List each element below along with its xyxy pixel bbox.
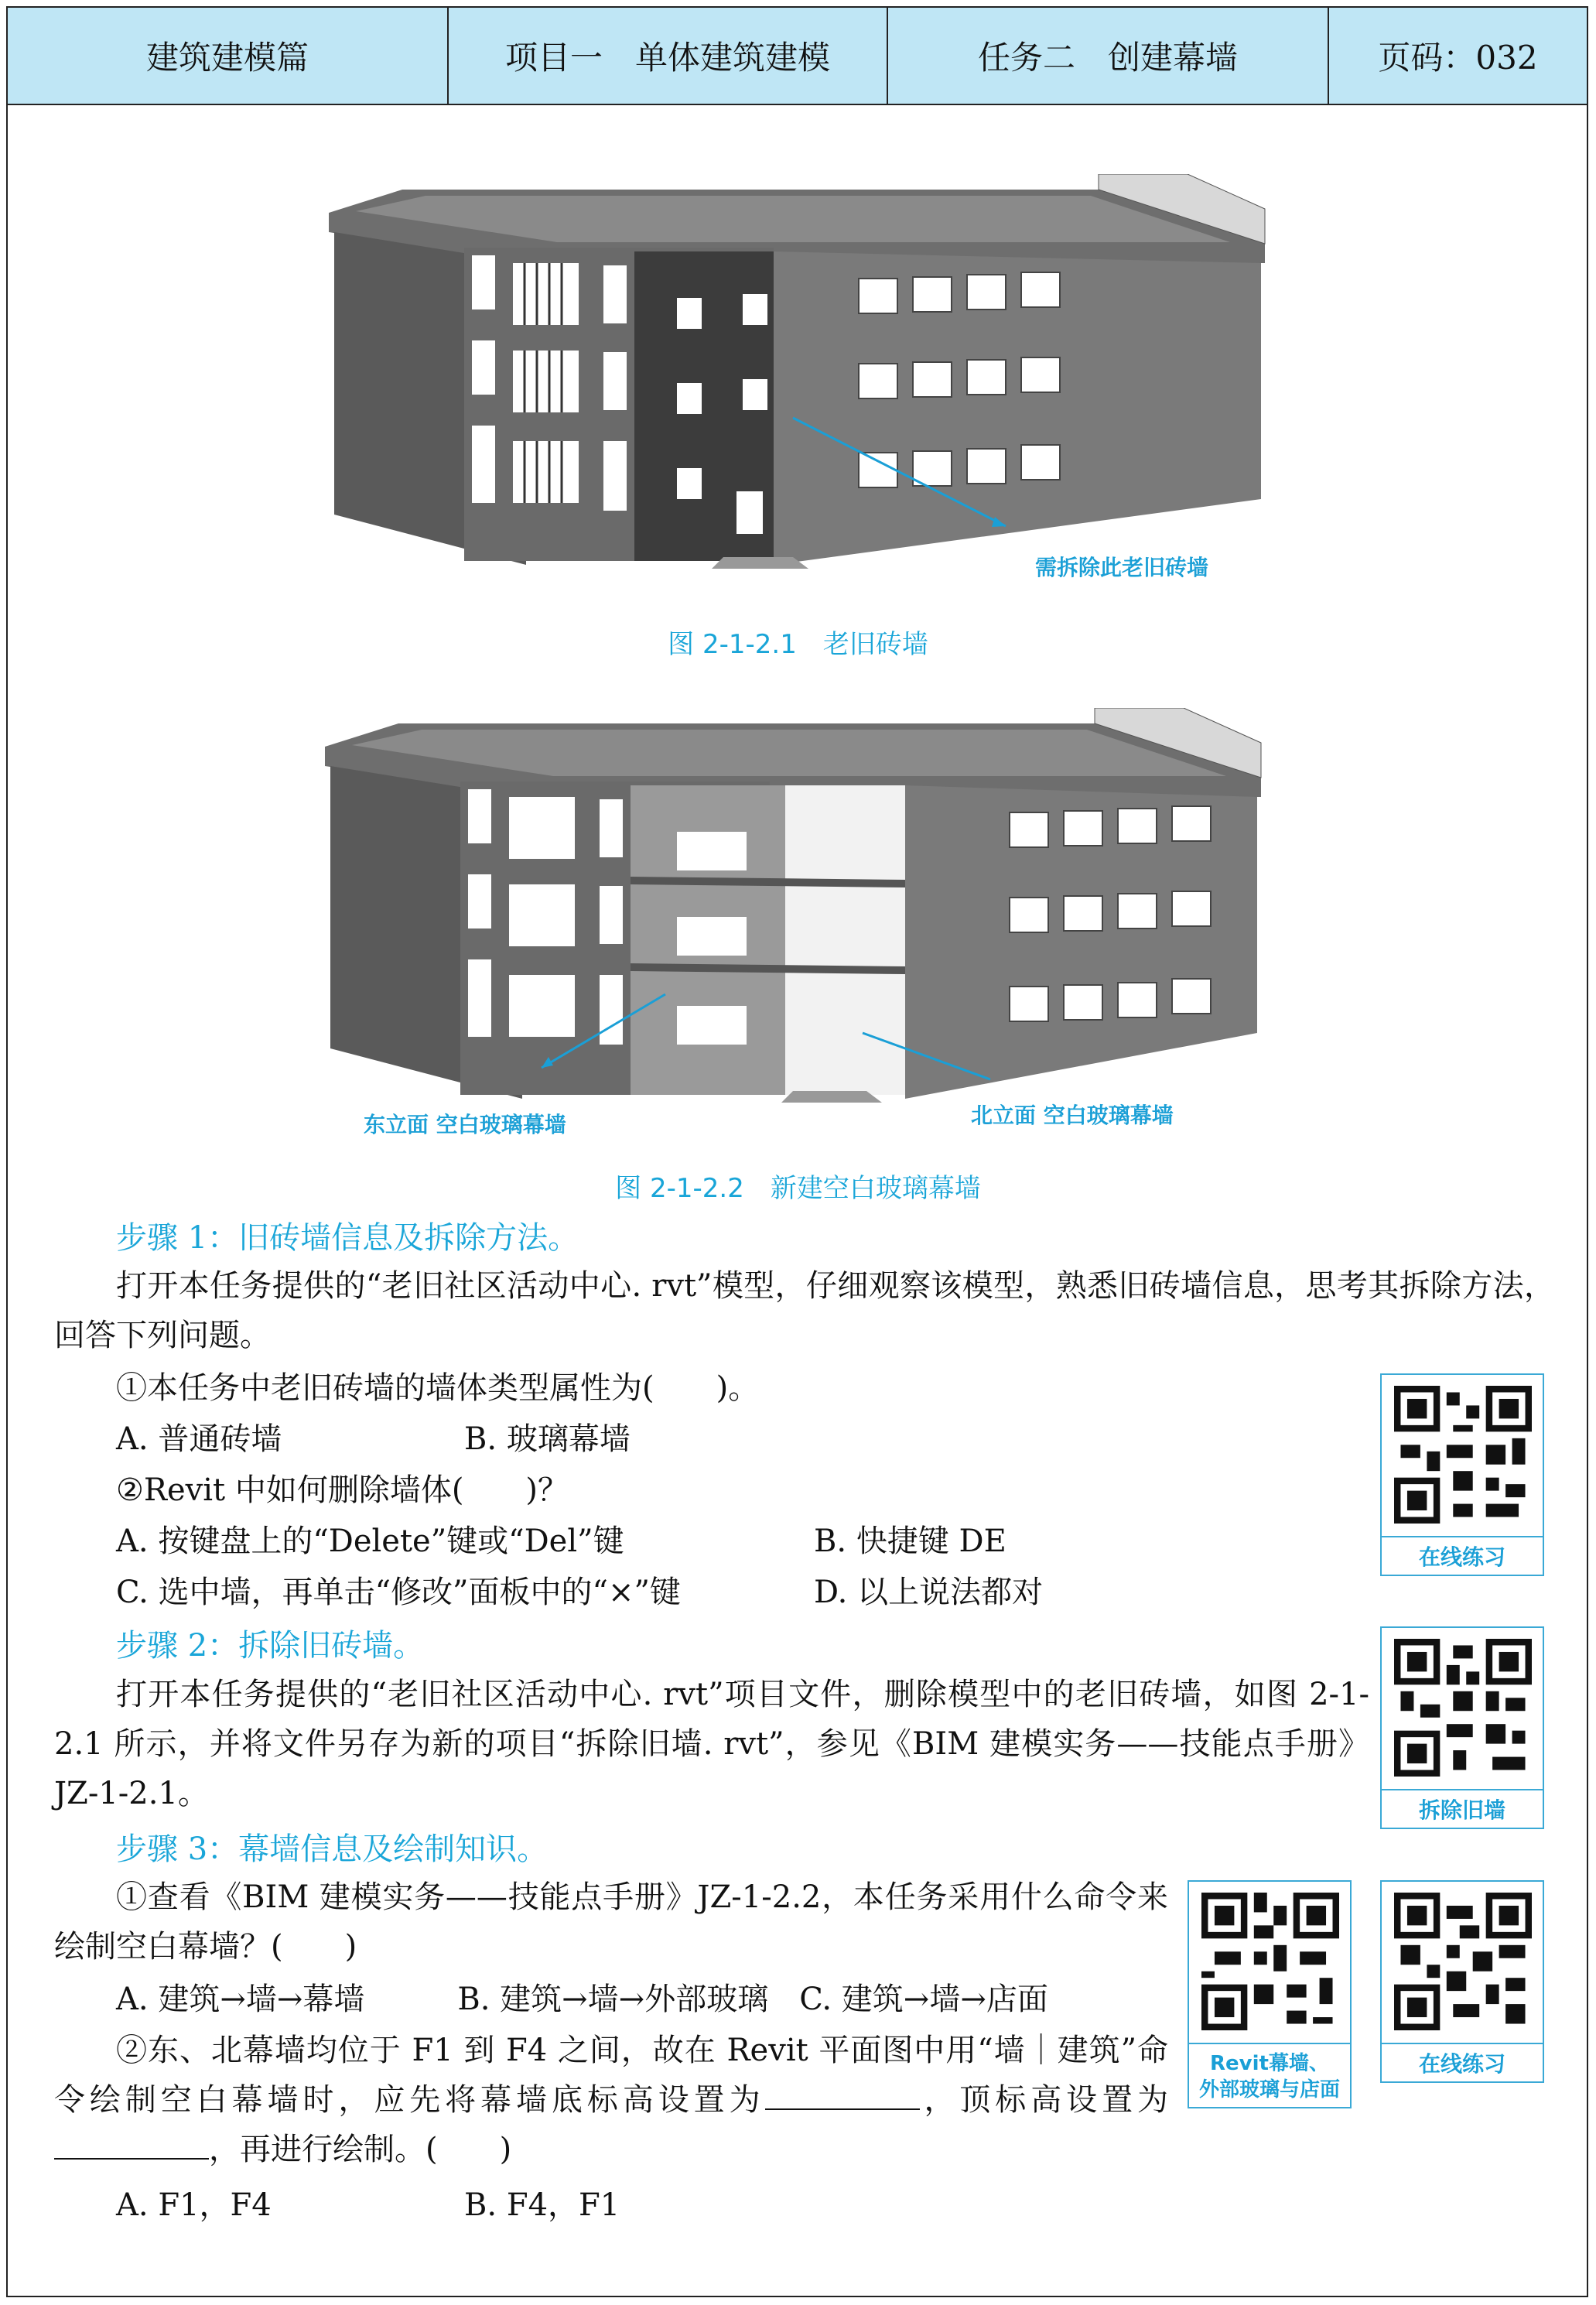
figure2-callout-north: 北立面 空白玻璃幕墙 [971,1103,1174,1128]
figure-old-brick-wall [325,174,1269,576]
answer-blank-top-level[interactable] [54,2130,209,2160]
step1-q2-option-d: D. 以上说法都对 [814,1575,1044,1610]
step1-question1: ①本任务中老旧砖墙的墙体类型属性为( )。 [116,1370,760,1406]
figure1-caption: 图 2-1-2.1 老旧砖墙 [668,629,928,660]
qr-code-icon [1394,1386,1532,1524]
answer-blank-bottom-level[interactable] [765,2081,920,2110]
header-task: 任务二 创建幕墙 [888,8,1329,104]
step1-q1-option-b: B. 玻璃幕墙 [464,1421,631,1457]
header-page: 页码：032 [1378,39,1538,77]
step2-body: 打开本任务提供的“老旧社区活动中心. rvt”项目文件，删除模型中的老旧砖墙，如图 2-1-2.1 所示，并将文件另存为新的项目“拆除旧墙. rvt”，参见《BIM 建模实务——技能点手册》JZ-1-2.1。 [54,1677,1369,1811]
header-section: 建筑建模篇 [8,8,449,104]
qr-label-practice1: 在线练习 [1382,1536,1543,1578]
figure-new-curtain-wall [321,708,1273,1110]
figure1-callout: 需拆除此老旧砖墙 [1035,555,1209,580]
step1-q2-option-b: B. 快捷键 DE [814,1524,1006,1559]
step1-intro: 打开本任务提供的“老旧社区活动中心. rvt”模型，仔细观察该模型，熟悉旧砖墙信息，思考其拆除方法，回答下列问题。 [54,1268,1555,1353]
step3-q2-option-a: A. F1，F4 [116,2187,272,2223]
step1-title: 步骤 1：旧砖墙信息及拆除方法。 [116,1220,579,1256]
step3-question1: ①查看《BIM 建模实务——技能点手册》JZ-1-2.2，本任务采用什么命令来绘制空白幕墙？( ) [54,1879,1168,1965]
qr-label-practice2: 在线练习 [1382,2043,1543,2084]
qr-code-icon [1201,1893,1339,2030]
figure2-callout-east: 东立面 空白玻璃幕墙 [364,1112,566,1137]
header-project: 项目一 单体建筑建模 [449,8,888,104]
step1-question2: ②Revit 中如何删除墙体( )？ [116,1472,569,1508]
qr-code-icon [1394,1893,1532,2030]
step1-q2-option-c: C. 选中墙，再单击“修改”面板中的“×”键 [116,1575,681,1610]
qr-online-practice-2[interactable] [1380,1880,1544,2083]
qr-revit-curtain-wall[interactable] [1188,1880,1352,2108]
step3-question2: ②东、北幕墙均位于 F1 到 F4 之间，故在 Revit 平面图中用“墙｜建筑”命令绘制空白幕墙时，应先将幕墙底标高设置为 ，顶标高设置为，再进行绘制。( ) [54,2033,1169,2167]
step2-title: 步骤 2：拆除旧砖墙。 [116,1628,425,1664]
step3-q1-options: A. 建筑→墙→幕墙 B. 建筑→墙→外部玻璃 C. 建筑→墙→店面 [116,1982,1048,2017]
qr-code-icon [1394,1639,1532,1777]
qr-label-revit: Revit幕墙、 外部玻璃与店面 [1189,2043,1350,2108]
step3-q2-option-b: B. F4，F1 [464,2187,620,2223]
step1-q2-option-a: A. 按键盘上的“Delete”键或“Del”键 [116,1524,624,1559]
figure2-caption: 图 2-1-2.2 新建空白玻璃幕墙 [615,1173,981,1204]
step3-title: 步骤 3：幕墙信息及绘制知识。 [116,1831,549,1867]
page-header [6,6,1588,105]
qr-label-demolish: 拆除旧墙 [1382,1789,1543,1831]
step1-q1-option-a: A. 普通砖墙 [116,1421,282,1457]
qr-demolish-old-wall[interactable] [1380,1626,1544,1829]
qr-online-practice-1[interactable] [1380,1373,1544,1576]
